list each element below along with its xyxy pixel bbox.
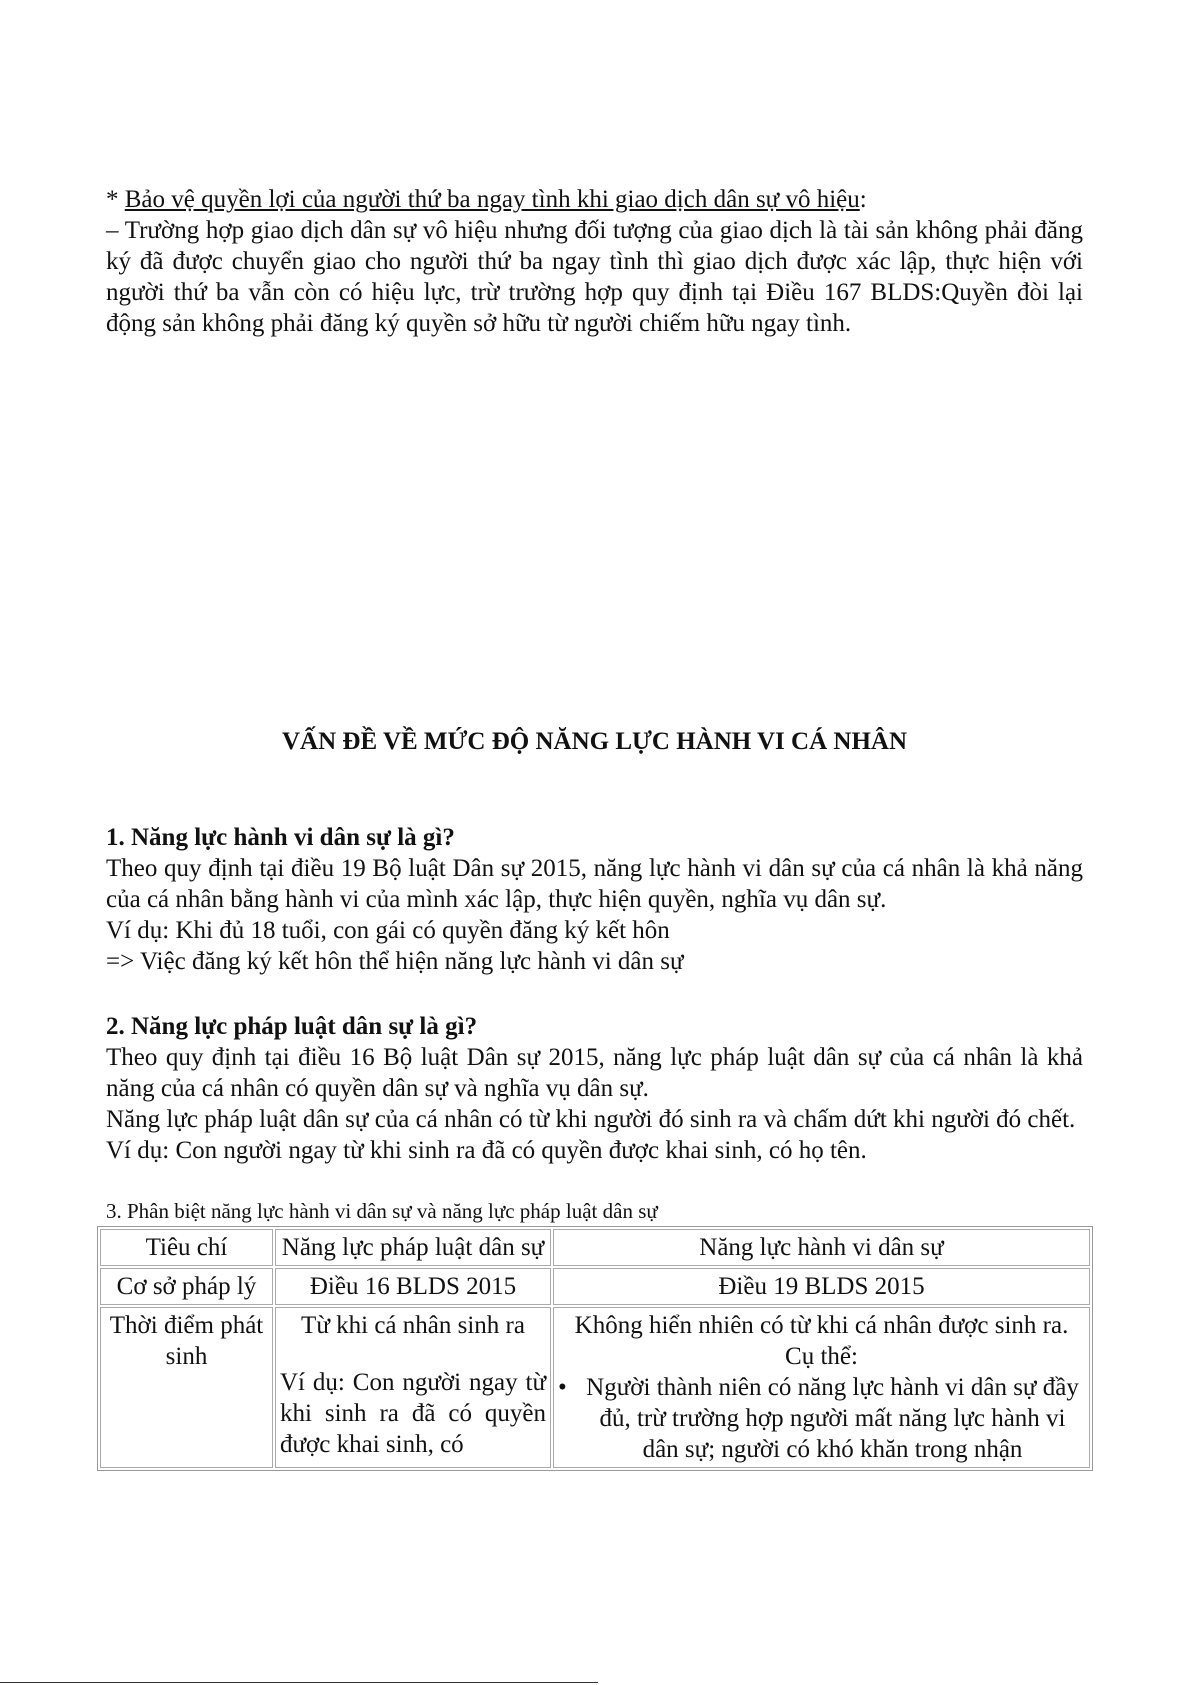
origin-act-capacity-bullet: Người thành niên có năng lực hành vi dân sự đầy đủ, trừ trường hợp người mất năng lực hành vi dân sự; người có khó khăn trong nhận xyxy=(586,1374,1079,1463)
table-row xyxy=(100,1268,1090,1305)
cell-origin-act-capacity xyxy=(553,1307,1090,1468)
protection-section xyxy=(106,184,1083,339)
origin-act-capacity-text: Không hiển nhiên có từ khi cá nhân được sinh ra. Cụ thể: xyxy=(574,1312,1069,1370)
protection-heading: * Bảo vệ quyền lợi của người thứ ba ngay tình khi giao dịch dân sự vô hiệu: xyxy=(106,186,867,213)
origin-legal-capacity-example: Ví dụ: Con người ngay từ khi sinh ra đã có quyền được khai sinh, có xyxy=(280,1369,546,1458)
cell-legal-basis-act-capacity: Điều 19 BLDS 2015 xyxy=(553,1268,1090,1305)
origin-legal-capacity-text: Từ khi cá nhân sinh ra xyxy=(301,1312,525,1339)
section-2-paragraph: Theo quy định tại điều 16 Bộ luật Dân sự 2015, năng lực pháp luật dân sự của cá nhân là khả năng của cá nhân có quyền dân sự và nghĩa vụ dân sự. xyxy=(106,1044,1083,1102)
protection-paragraph: – Trường hợp giao dịch dân sự vô hiệu nhưng đối tượng của giao dịch là tài sản không phải đăng ký đã được chuyển giao cho người thứ ba ngay tình thì giao dịch được xác lập, thực hiện với người thứ ba vẫn còn có hiệu lực, trừ trường hợp quy định tại Điều 167 BLDS:Quyền đòi lại động sản không phải đăng ký quyền sở hữu từ người chiếm hữu ngay tình. xyxy=(106,217,1083,337)
cell-legal-basis-criterion: Cơ sở pháp lý xyxy=(100,1268,273,1305)
table-header-row xyxy=(100,1229,1090,1266)
header-act-capacity: Năng lực hành vi dân sự xyxy=(553,1229,1090,1266)
list-item xyxy=(558,1372,1085,1465)
header-criterion: Tiêu chí xyxy=(100,1229,273,1266)
section-3-heading: 3. Phân biệt năng lực hành vi dân sự và năng lực pháp luật dân sự xyxy=(106,1199,658,1223)
header-legal-capacity: Năng lực pháp luật dân sự xyxy=(275,1229,551,1266)
section-1-heading: 1. Năng lực hành vi dân sự là gì? xyxy=(106,824,455,851)
bullet-icon: • xyxy=(558,1374,567,1401)
cell-origin-legal-capacity xyxy=(275,1307,551,1468)
section-2 xyxy=(106,1011,1083,1166)
protection-heading-text: Bảo vệ quyền lợi của người thứ ba ngay tình khi giao dịch dân sự vô hiệu xyxy=(124,186,860,213)
section-1-example: Ví dụ: Khi đủ 18 tuổi, con gái có quyền đăng ký kết hôn xyxy=(106,917,670,944)
section-1-paragraph: Theo quy định tại điều 19 Bộ luật Dân sự 2015, năng lực hành vi dân sự của cá nhân là khả năng của cá nhân bằng hành vi của mình xác lập, thực hiện quyền, nghĩa vụ dân sự. xyxy=(106,855,1083,913)
table-row xyxy=(100,1307,1090,1468)
section-2-example: Ví dụ: Con người ngay từ khi sinh ra đã có quyền được khai sinh, có họ tên. xyxy=(106,1137,867,1164)
section-1-conclusion: => Việc đăng ký kết hôn thể hiện năng lực hành vi dân sự xyxy=(106,948,684,975)
comparison-table xyxy=(97,1226,1093,1471)
page-divider xyxy=(0,1682,598,1683)
section-1 xyxy=(106,822,1083,977)
section-2-heading: 2. Năng lực pháp luật dân sự là gì? xyxy=(106,1013,478,1040)
page-title: VẤN ĐỀ VỀ MỨC ĐỘ NĂNG LỰC HÀNH VI CÁ NHÂN xyxy=(282,728,907,755)
cell-legal-basis-legal-capacity: Điều 16 BLDS 2015 xyxy=(275,1268,551,1305)
cell-origin-criterion: Thời điểm phát sinh xyxy=(100,1307,273,1468)
section-2-paragraph-2: Năng lực pháp luật dân sự của cá nhân có từ khi người đó sinh ra và chấm dứt khi người đó chết. xyxy=(106,1106,1076,1133)
